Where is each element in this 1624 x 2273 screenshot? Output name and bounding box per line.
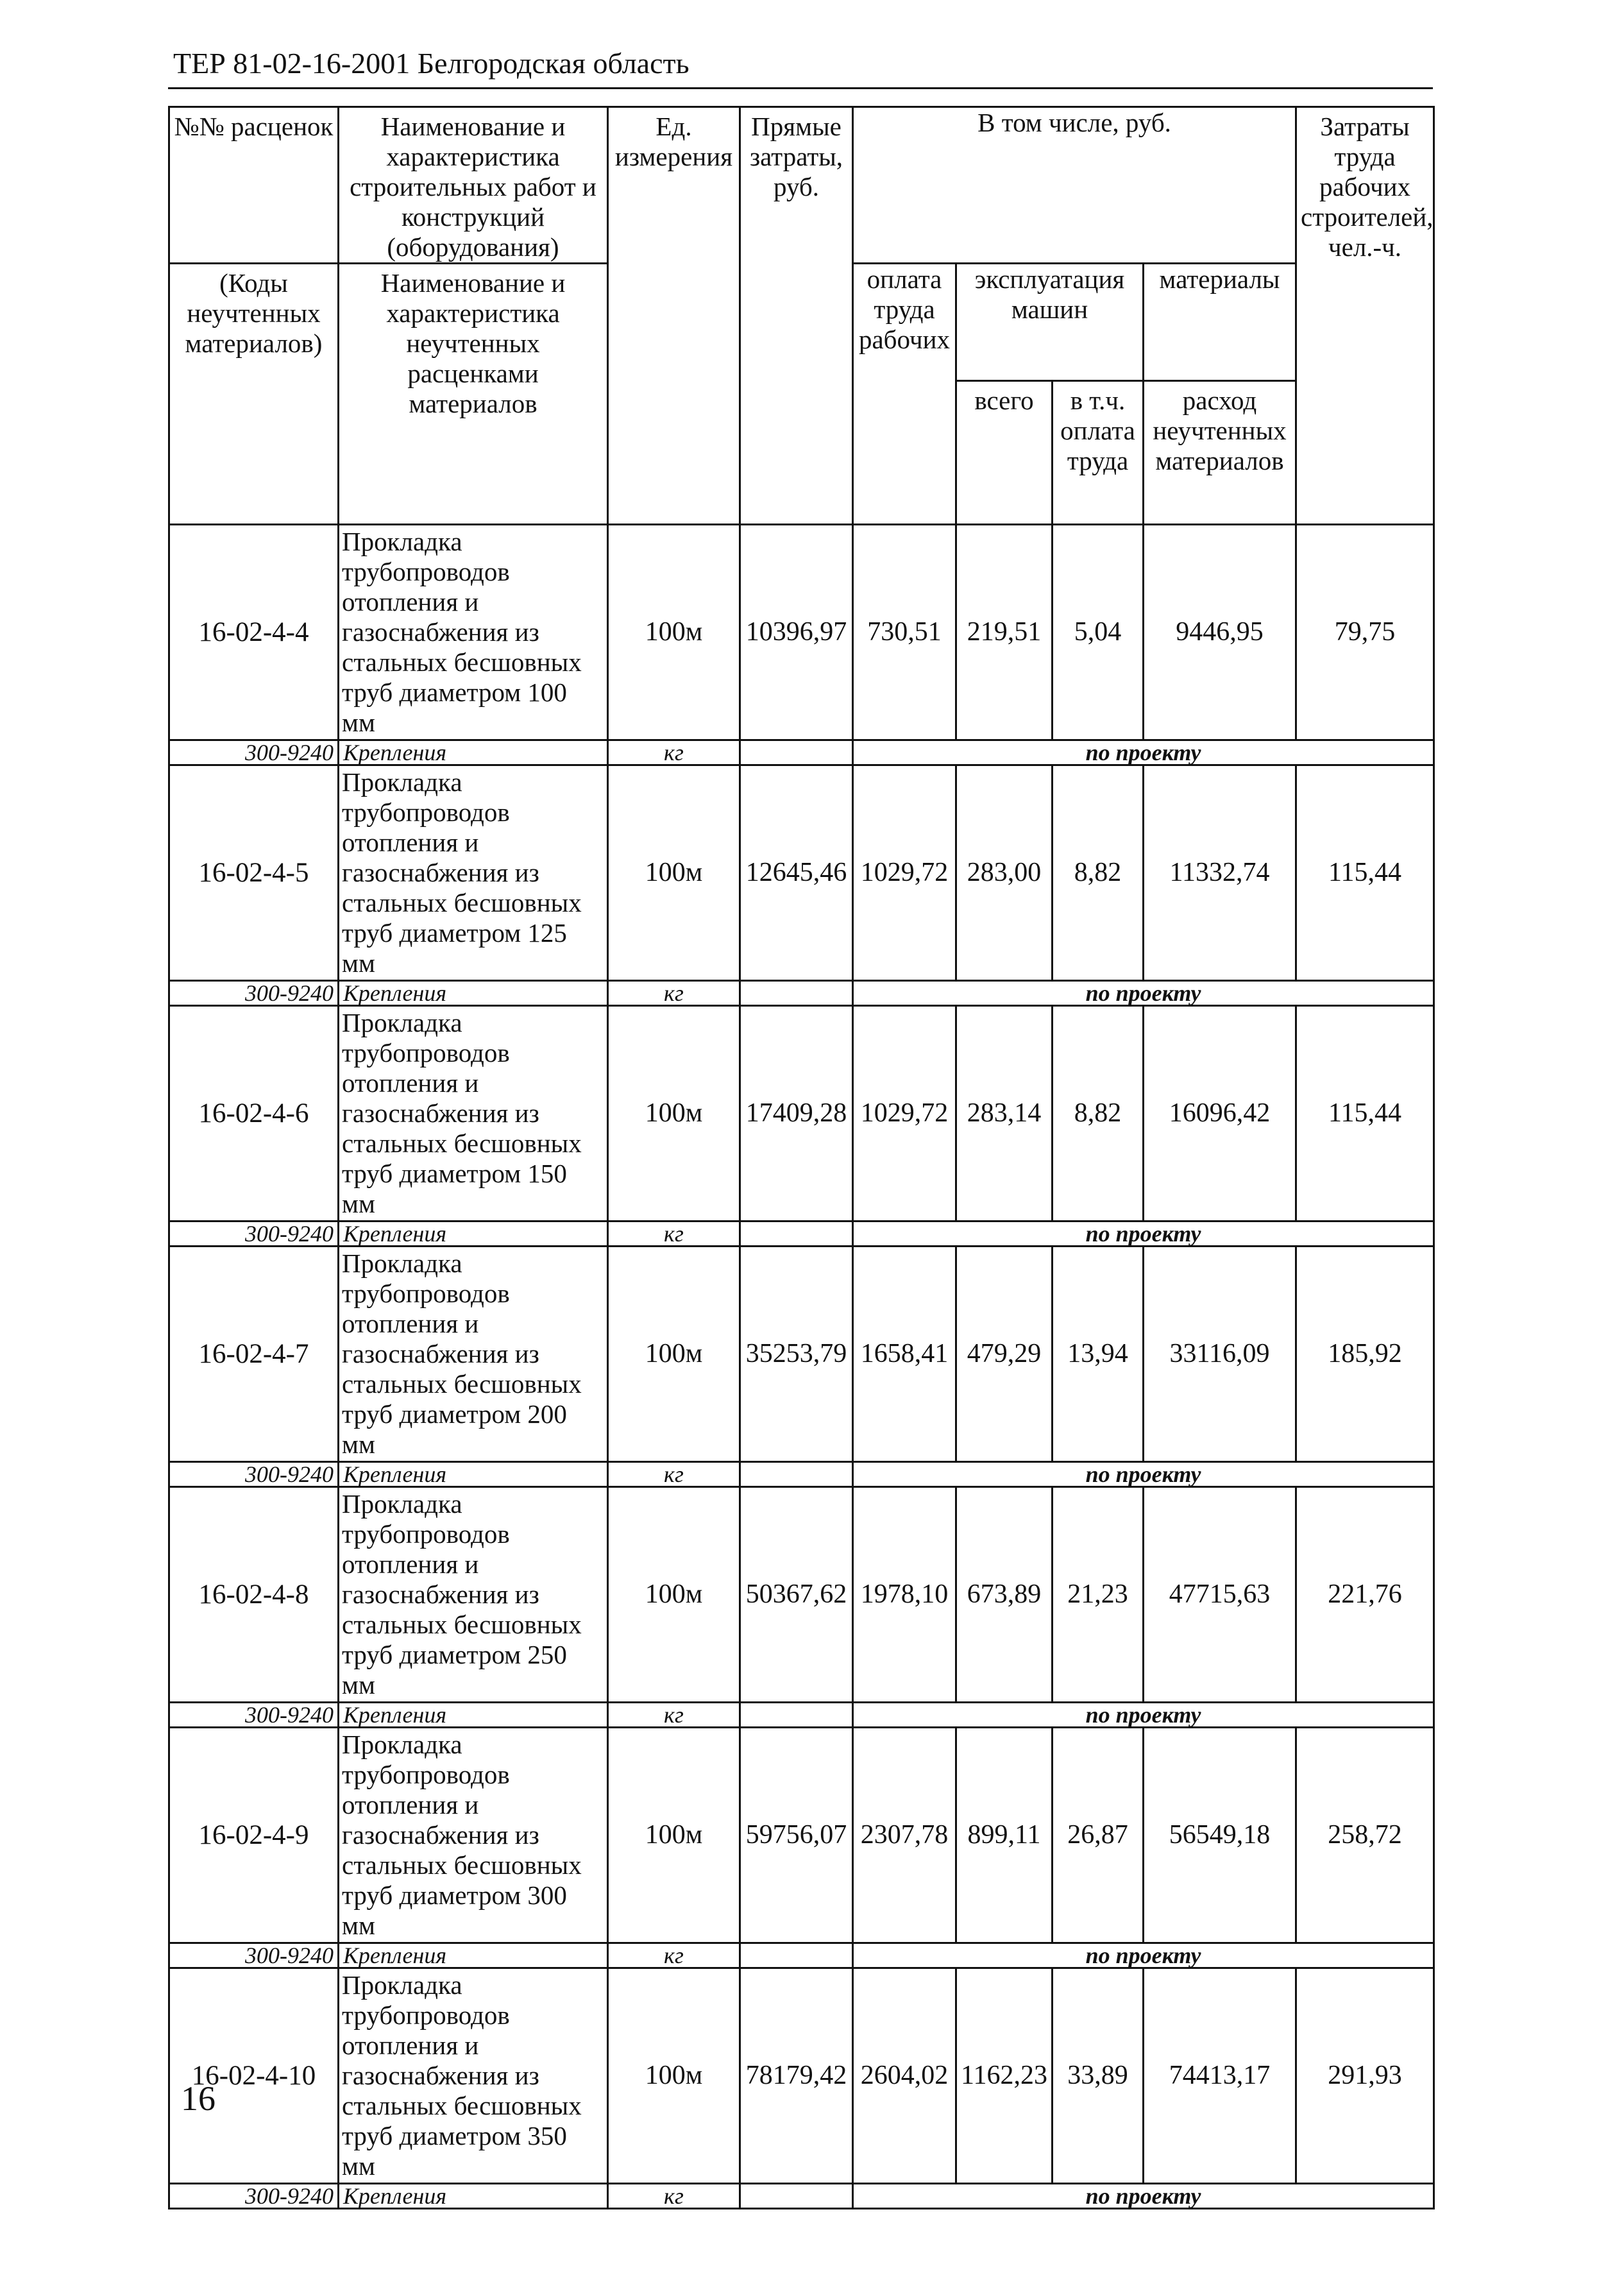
- material-code: 300-9240: [169, 1222, 339, 1247]
- material-unit: кг: [608, 981, 740, 1006]
- col-incl-header: В том числе, руб.: [853, 107, 1296, 264]
- table-row: [169, 1487, 1434, 1703]
- row-wages: 730,51: [853, 525, 956, 740]
- row-machines-total: 283,14: [956, 1006, 1053, 1222]
- row-unit: 100м: [608, 1728, 740, 1943]
- material-quantity: по проекту: [853, 1222, 1434, 1247]
- col-mach-total-header: всего: [956, 381, 1053, 525]
- row-wages: 1658,41: [853, 1247, 956, 1462]
- material-name: Крепления: [339, 1222, 608, 1247]
- row-machines-wages: 33,89: [1053, 1968, 1144, 2184]
- row-wages: 1029,72: [853, 765, 956, 981]
- row-machines-wages: 8,82: [1053, 765, 1144, 981]
- material-row: [169, 1462, 1434, 1487]
- row-materials: 47715,63: [1144, 1487, 1296, 1703]
- row-wages: 1029,72: [853, 1006, 956, 1222]
- row-wages: 2307,78: [853, 1728, 956, 1943]
- table-row: [169, 1728, 1434, 1943]
- row-code: 16-02-4-4: [169, 525, 339, 740]
- blank-cell: [740, 981, 853, 1006]
- row-machines-wages: 26,87: [1053, 1728, 1144, 1943]
- row-name: Прокладка трубопроводов отопления и газоснабжения из стальных бесшовных труб диаметром 250 мм: [339, 1487, 608, 1703]
- blank-cell: [740, 1222, 853, 1247]
- row-unit: 100м: [608, 525, 740, 740]
- col-mach-wages-header: в т.ч. оплата труда: [1053, 381, 1144, 525]
- material-unit: кг: [608, 740, 740, 765]
- col-mat-name-header: Наименование и характеристика неучтенных расценками материалов: [339, 264, 608, 525]
- row-labor: 115,44: [1296, 765, 1434, 981]
- material-code: 300-9240: [169, 981, 339, 1006]
- blank-cell: [740, 1943, 853, 1968]
- material-row: [169, 981, 1434, 1006]
- row-wages: 1978,10: [853, 1487, 956, 1703]
- row-labor: 258,72: [1296, 1728, 1434, 1943]
- row-code: 16-02-4-9: [169, 1728, 339, 1943]
- row-labor: 115,44: [1296, 1006, 1434, 1222]
- row-materials: 16096,42: [1144, 1006, 1296, 1222]
- row-name: Прокладка трубопроводов отопления и газоснабжения из стальных бесшовных труб диаметром 300 мм: [339, 1728, 608, 1943]
- material-code: 300-9240: [169, 1462, 339, 1487]
- row-machines-total: 1162,23: [956, 1968, 1053, 2184]
- row-machines-wages: 5,04: [1053, 525, 1144, 740]
- material-unit: кг: [608, 1943, 740, 1968]
- row-code: 16-02-4-7: [169, 1247, 339, 1462]
- header-rule: [168, 87, 1433, 89]
- row-machines-total: 899,11: [956, 1728, 1053, 1943]
- col-unit-header: Ед. измерения: [608, 107, 740, 525]
- row-machines-total: 673,89: [956, 1487, 1053, 1703]
- row-direct-cost: 59756,07: [740, 1728, 853, 1943]
- blank-cell: [740, 740, 853, 765]
- header-row: [169, 107, 1434, 264]
- row-labor: 291,93: [1296, 1968, 1434, 2184]
- material-code: 300-9240: [169, 1703, 339, 1728]
- row-code: 16-02-4-8: [169, 1487, 339, 1703]
- row-code: 16-02-4-5: [169, 765, 339, 981]
- row-code: 16-02-4-10: [169, 1968, 339, 2184]
- row-machines-wages: 13,94: [1053, 1247, 1144, 1462]
- col-machines-header: эксплуатация машин: [956, 264, 1144, 381]
- blank-cell: [740, 2184, 853, 2209]
- col-wages-header: оплата труда рабочих: [853, 264, 956, 525]
- row-name: Прокладка трубопроводов отопления и газоснабжения из стальных бесшовных труб диаметром 100 мм: [339, 525, 608, 740]
- page-number: 16: [181, 2079, 216, 2118]
- row-unit: 100м: [608, 765, 740, 981]
- row-direct-cost: 50367,62: [740, 1487, 853, 1703]
- table-row: [169, 1006, 1434, 1222]
- col-materials-header: материалы: [1144, 264, 1296, 381]
- table-row: [169, 525, 1434, 740]
- col-code-header: №№ расценок: [169, 107, 339, 264]
- material-quantity: по проекту: [853, 740, 1434, 765]
- material-row: [169, 1943, 1434, 1968]
- row-labor: 185,92: [1296, 1247, 1434, 1462]
- row-machines-wages: 8,82: [1053, 1006, 1144, 1222]
- table-row: [169, 765, 1434, 981]
- material-unit: кг: [608, 1703, 740, 1728]
- material-name: Крепления: [339, 981, 608, 1006]
- material-name: Крепления: [339, 2184, 608, 2209]
- row-machines-total: 479,29: [956, 1247, 1053, 1462]
- material-row: [169, 2184, 1434, 2209]
- row-unit: 100м: [608, 1968, 740, 2184]
- material-code: 300-9240: [169, 1943, 339, 1968]
- row-materials: 56549,18: [1144, 1728, 1296, 1943]
- row-materials: 11332,74: [1144, 765, 1296, 981]
- row-name: Прокладка трубопроводов отопления и газоснабжения из стальных бесшовных труб диаметром 150 мм: [339, 1006, 608, 1222]
- row-unit: 100м: [608, 1487, 740, 1703]
- row-direct-cost: 12645,46: [740, 765, 853, 981]
- row-materials: 33116,09: [1144, 1247, 1296, 1462]
- material-row: [169, 740, 1434, 765]
- material-quantity: по проекту: [853, 1943, 1434, 1968]
- material-unit: кг: [608, 1222, 740, 1247]
- col-labor-header: Затраты труда рабочих строителей, чел.-ч.: [1296, 107, 1434, 525]
- material-row: [169, 1703, 1434, 1728]
- row-materials: 9446,95: [1144, 525, 1296, 740]
- row-labor: 221,76: [1296, 1487, 1434, 1703]
- table-row: [169, 1968, 1434, 2184]
- row-code: 16-02-4-6: [169, 1006, 339, 1222]
- material-code: 300-9240: [169, 2184, 339, 2209]
- row-unit: 100м: [608, 1247, 740, 1462]
- row-direct-cost: 17409,28: [740, 1006, 853, 1222]
- blank-cell: [740, 1703, 853, 1728]
- row-machines-total: 219,51: [956, 525, 1053, 740]
- row-unit: 100м: [608, 1006, 740, 1222]
- material-name: Крепления: [339, 1462, 608, 1487]
- material-name: Крепления: [339, 1943, 608, 1968]
- row-machines-total: 283,00: [956, 765, 1053, 981]
- row-machines-wages: 21,23: [1053, 1487, 1144, 1703]
- material-quantity: по проекту: [853, 2184, 1434, 2209]
- material-unit: кг: [608, 2184, 740, 2209]
- col-mat-usage-header: расход неучтенных материалов: [1144, 381, 1296, 525]
- col-name-header: Наименование и характеристика строительных работ и конструкций (оборудования): [339, 107, 608, 264]
- material-unit: кг: [608, 1462, 740, 1487]
- rates-table: [168, 106, 1435, 2209]
- material-quantity: по проекту: [853, 1703, 1434, 1728]
- blank-cell: [740, 1462, 853, 1487]
- row-materials: 74413,17: [1144, 1968, 1296, 2184]
- row-name: Прокладка трубопроводов отопления и газоснабжения из стальных бесшовных труб диаметром 200 мм: [339, 1247, 608, 1462]
- row-direct-cost: 10396,97: [740, 525, 853, 740]
- col-mat-code-header: (Коды неучтенных материалов): [169, 264, 339, 525]
- row-name: Прокладка трубопроводов отопления и газоснабжения из стальных бесшовных труб диаметром 350 мм: [339, 1968, 608, 2184]
- table-row: [169, 1247, 1434, 1462]
- row-name: Прокладка трубопроводов отопления и газоснабжения из стальных бесшовных труб диаметром 125 мм: [339, 765, 608, 981]
- document-header: ТЕР 81-02-16-2001 Белгородская область: [173, 47, 689, 80]
- row-labor: 79,75: [1296, 525, 1434, 740]
- material-code: 300-9240: [169, 740, 339, 765]
- material-quantity: по проекту: [853, 1462, 1434, 1487]
- material-name: Крепления: [339, 740, 608, 765]
- material-quantity: по проекту: [853, 981, 1434, 1006]
- material-name: Крепления: [339, 1703, 608, 1728]
- row-wages: 2604,02: [853, 1968, 956, 2184]
- material-row: [169, 1222, 1434, 1247]
- row-direct-cost: 78179,42: [740, 1968, 853, 2184]
- col-direct-header: Прямые затраты, руб.: [740, 107, 853, 525]
- row-direct-cost: 35253,79: [740, 1247, 853, 1462]
